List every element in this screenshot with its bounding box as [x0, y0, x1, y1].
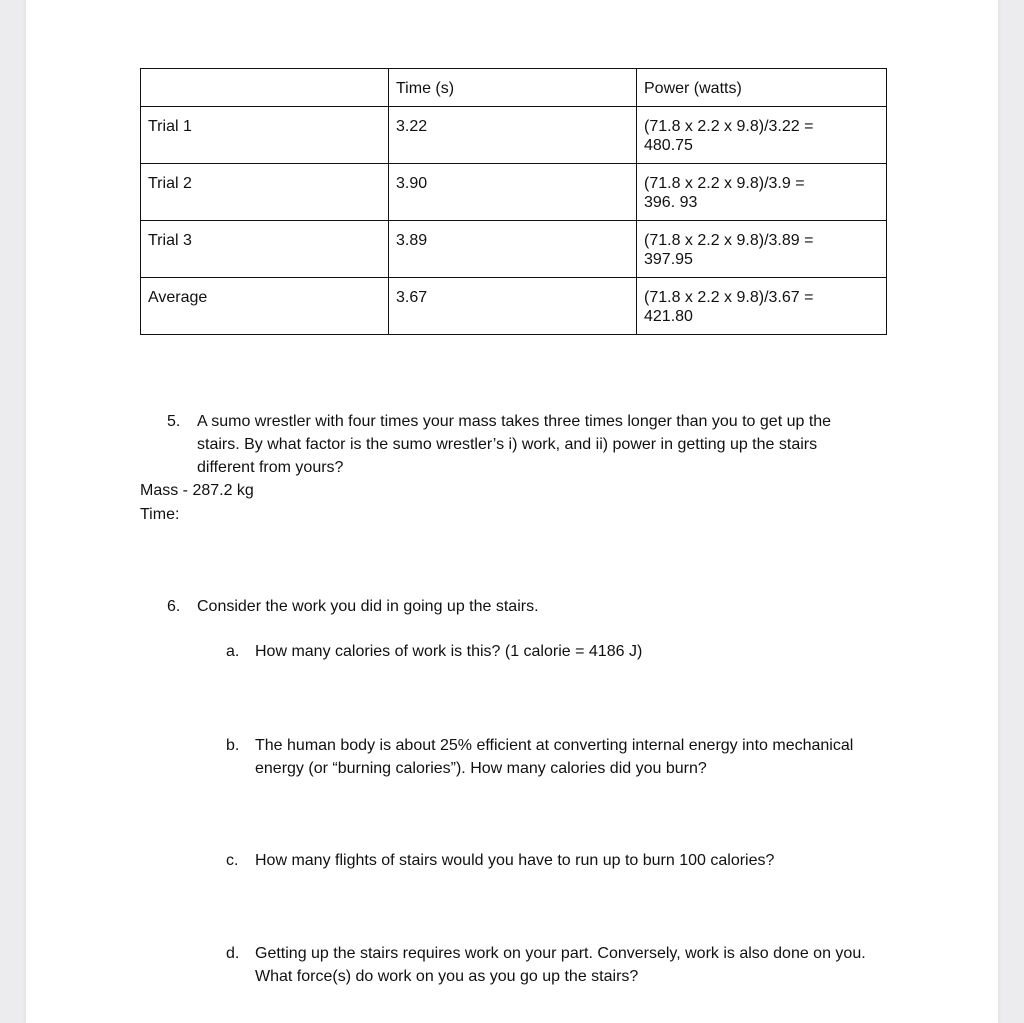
part-text: How many flights of stairs would you have to run up to burn 100 calories? — [255, 852, 775, 869]
part-text: The human body is about 25% efficient at converting internal energy into mechanical energy (or “burning calories”). How many calories did you burn? — [255, 737, 854, 777]
question-6 — [167, 595, 867, 618]
time-cell: 3.89 — [389, 221, 637, 278]
table-header-row — [141, 69, 887, 107]
table-row-trial-2 — [141, 164, 887, 221]
power-cell — [637, 221, 887, 278]
header-cell-power: Power (watts) — [637, 69, 887, 107]
question-6b — [226, 734, 866, 780]
row-label: Average — [141, 278, 389, 335]
time-cell: 3.67 — [389, 278, 637, 335]
power-result: 480.75 — [644, 137, 693, 154]
question-text: A sumo wrestler with four times your mass takes three times longer than you to get up the stairs. By what factor is the sumo wrestler’s i) work, and ii) power in getting up the stairs different from yours? — [197, 413, 832, 476]
power-cell — [637, 107, 887, 164]
table-row-trial-1 — [141, 107, 887, 164]
question-6a — [226, 640, 896, 663]
part-text: Getting up the stairs requires work on your part. Conversely, work is also done on you. What force(s) do work on you as you go up the stairs? — [255, 945, 866, 985]
part-letter: a. — [226, 643, 240, 660]
question-number: 5. — [167, 413, 181, 430]
part-letter: d. — [226, 945, 240, 962]
header-cell-time: Time (s) — [389, 69, 637, 107]
power-table — [140, 68, 887, 335]
document-page — [26, 0, 998, 1023]
power-formula: (71.8 x 2.2 x 9.8)/3.9 = — [644, 175, 805, 192]
power-cell — [637, 278, 887, 335]
power-result: 421.80 — [644, 308, 693, 325]
row-label: Trial 2 — [141, 164, 389, 221]
question-5 — [167, 410, 867, 479]
time-cell: 3.90 — [389, 164, 637, 221]
power-result: 396. 93 — [644, 194, 698, 211]
power-formula: (71.8 x 2.2 x 9.8)/3.67 = — [644, 289, 814, 306]
question-number: 6. — [167, 598, 181, 615]
question-text: Consider the work you did in going up the stairs. — [197, 598, 539, 615]
time-cell: 3.22 — [389, 107, 637, 164]
question-6c — [226, 849, 896, 872]
table-row-average — [141, 278, 887, 335]
power-formula: (71.8 x 2.2 x 9.8)/3.89 = — [644, 232, 814, 249]
power-formula: (71.8 x 2.2 x 9.8)/3.22 = — [644, 118, 814, 135]
power-cell — [637, 164, 887, 221]
power-result: 397.95 — [644, 251, 693, 268]
part-letter: c. — [226, 852, 239, 869]
part-text: How many calories of work is this? (1 calorie = 4186 J) — [255, 643, 643, 660]
row-label: Trial 1 — [141, 107, 389, 164]
answer-mass: Mass - 287.2 kg — [140, 482, 254, 499]
table-row-trial-3 — [141, 221, 887, 278]
question-6d — [226, 942, 896, 988]
part-letter: b. — [226, 737, 240, 754]
row-label: Trial 3 — [141, 221, 389, 278]
answer-time: Time: — [140, 506, 180, 523]
header-cell-blank — [141, 69, 389, 107]
